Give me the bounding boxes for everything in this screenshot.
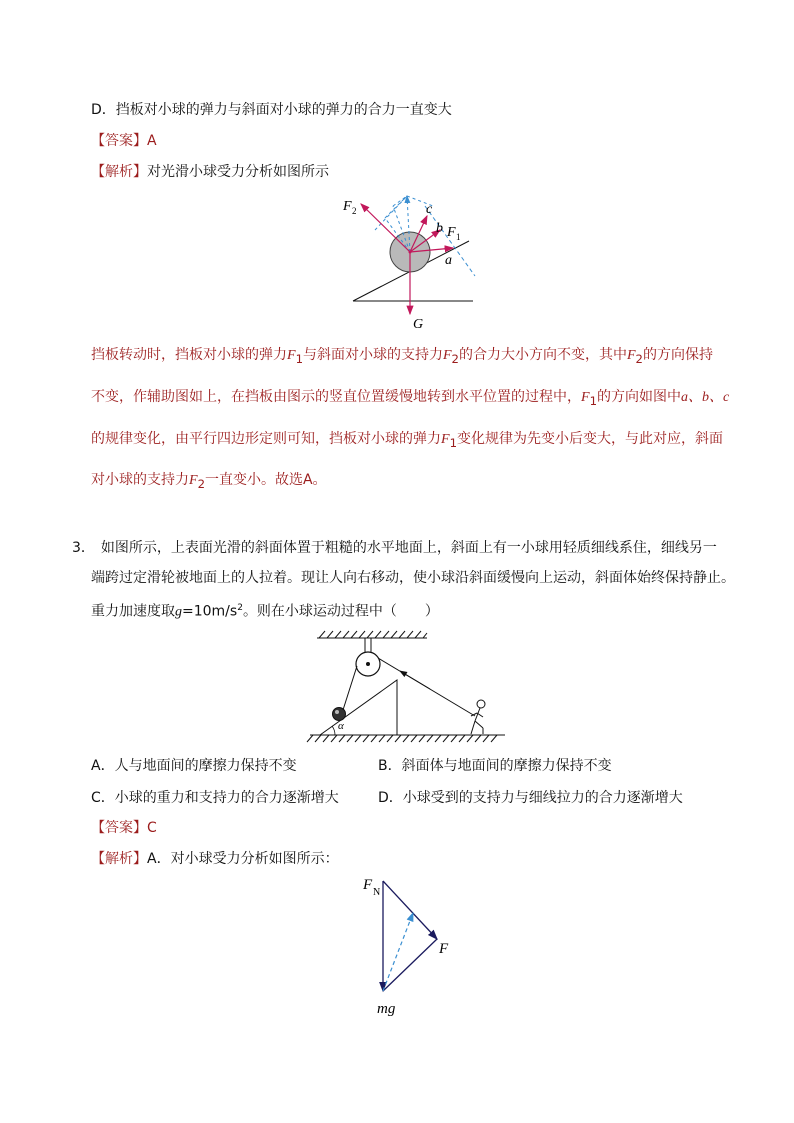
label-g: G — [413, 317, 424, 332]
q3-option-c: C．小球的重力和支持力的合力逐渐增大 — [91, 790, 339, 806]
label-f1: F — [447, 225, 456, 240]
q2-analysis-tag: 【解析】 — [91, 164, 147, 180]
label-f1-sub: 1 — [456, 232, 461, 242]
q3-force-triangle — [355, 873, 465, 1019]
q3-answer-tag: 【答案】 — [91, 820, 147, 836]
incline-block — [320, 680, 397, 735]
label-f2: F — [343, 199, 352, 214]
label-f2-sub: 2 — [352, 206, 357, 216]
q3-stem-line-2: 端跨过定滑轮被地面上的人拉着。现让人向右移动，使小球沿斜面缓慢向上运动，斜面体始终保持静止。 — [91, 570, 735, 586]
q3-setup-diagram — [305, 628, 515, 746]
q3-number: 3． — [72, 540, 95, 556]
q3-option-d: D．小球受到的支持力与细线拉力的合力逐渐增大 — [378, 790, 683, 806]
q2-explanation-line-3: 的规律变化，由平行四边形定则可知，挡板对小球的弹力$F_1$变化规律为先变小后变大，与此对应，斜面 — [91, 431, 723, 450]
q3-stem-line-3: 重力加速度取$g=10m/s^2$。则在小球运动过程中（ ） — [91, 603, 439, 620]
rope-direction-arrow — [400, 671, 430, 689]
alpha-label: α — [338, 720, 344, 732]
q2-option-d: D．挡板对小球的弹力与斜面对小球的弹力的合力一直变大 — [91, 102, 452, 118]
q3-analysis-text: A．对小球受力分析如图所示： — [147, 851, 339, 867]
q2-analysis-text: 对光滑小球受力分析如图所示 — [147, 164, 329, 180]
q2-answer-tag: 【答案】 — [91, 133, 147, 149]
label-b: b — [436, 221, 443, 236]
f2-arrow — [361, 204, 410, 252]
q3-analysis-line — [91, 849, 339, 869]
fn-side — [383, 939, 437, 991]
label-a: a — [445, 253, 452, 268]
person-figure — [471, 700, 485, 734]
q2-force-diagram — [335, 186, 495, 332]
q3-answer-line — [91, 818, 157, 838]
q2-answer-value: A — [147, 133, 157, 149]
q2-analysis-line — [91, 162, 329, 182]
label-c: c — [426, 202, 433, 217]
resultant-dashed — [383, 913, 413, 991]
label-mg: mg — [377, 1001, 396, 1017]
q3-option-a: A．人与地面间的摩擦力保持不变 — [91, 758, 297, 774]
label-fn-sub: N — [373, 887, 381, 898]
rope-ball-side — [343, 666, 357, 710]
f-arrow — [383, 881, 437, 939]
q2-explanation-line-2: 不变，作辅助图如上，在挡板由图示的竖直位置缓慢地转到水平位置的过程中，$F_1$的方向如图中a、b、c — [91, 389, 730, 408]
q2-explanation-line-4: 对小球的支持力$F_2$一直变小。故选A。 — [91, 472, 327, 491]
q2-answer-line — [91, 131, 157, 151]
q3-option-b: B．斜面体与地面间的摩擦力保持不变 — [378, 758, 612, 774]
q3-analysis-tag: 【解析】 — [91, 851, 147, 867]
q3-stem-line-1: 3． 如图所示，上表面光滑的斜面体置于粗糙的水平地面上，斜面上有一小球用轻质细线系住，细线另一 — [72, 540, 717, 556]
q3-answer-value: C — [147, 820, 157, 836]
ground-hatch — [307, 735, 497, 742]
ceiling-hatch — [319, 631, 427, 638]
label-fn: F — [363, 877, 373, 893]
label-f: F — [439, 941, 449, 957]
q2-explanation-line-1: 挡板转动时，挡板对小球的弹力$F_1$与斜面对小球的支持力$F_2$的合力大小方向不变，其中$F_2$的方向保持 — [91, 347, 713, 366]
